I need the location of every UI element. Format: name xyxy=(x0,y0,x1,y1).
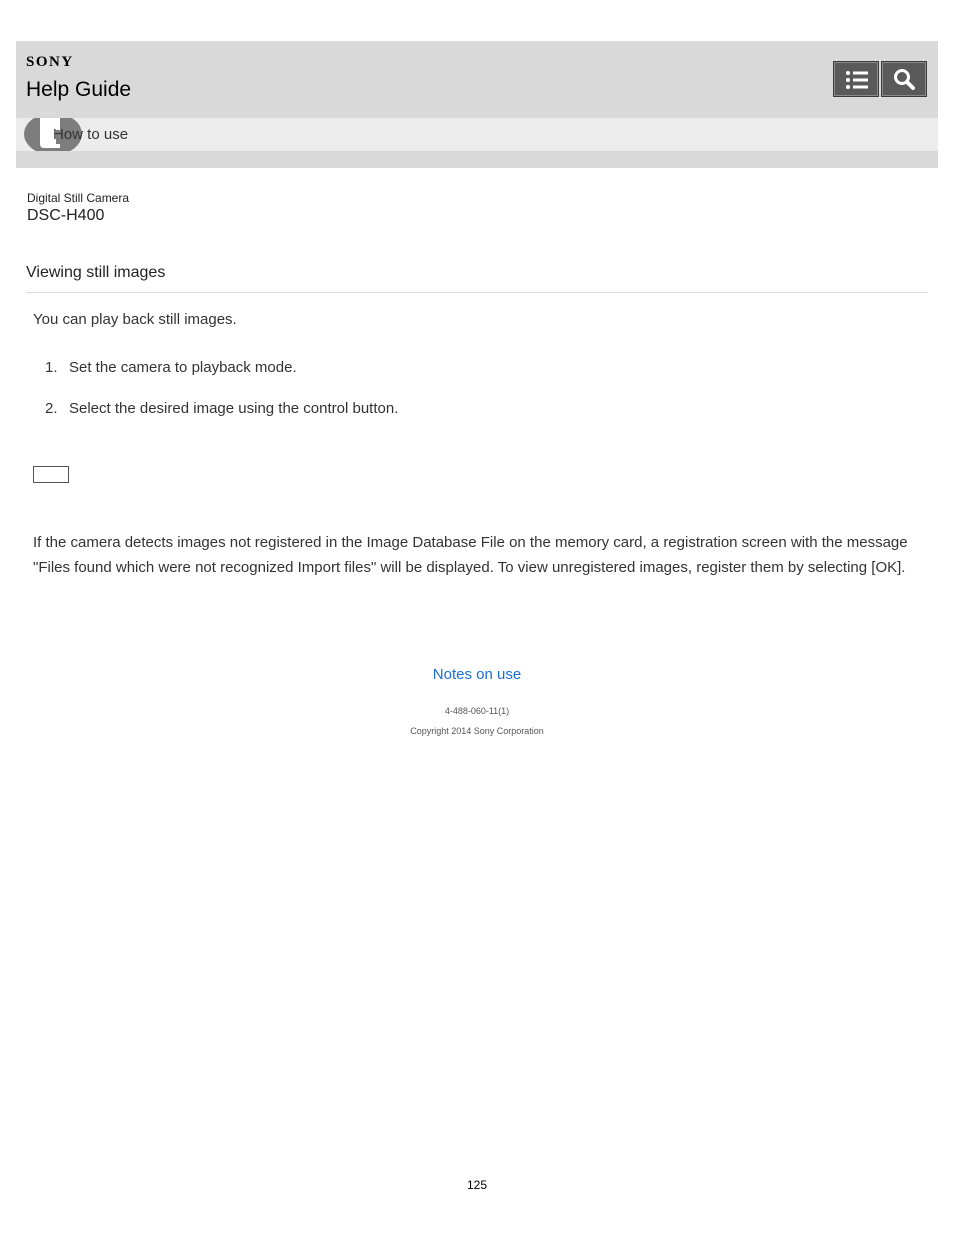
notes-on-use-link[interactable]: Notes on use xyxy=(432,666,522,683)
document-code: 4-488-060-11(1) xyxy=(444,706,510,716)
copyright-text: Copyright 2014 Sony Corporation xyxy=(410,726,544,736)
page-number: 125 xyxy=(466,1178,488,1192)
hint-text: If the camera detects images not registered in the Image Database File on the memory card, a registration screen with the message "Files found which were not recognized Import files" will be displayed. To view unregistered images, register them by selecting [OK]. xyxy=(33,534,908,576)
toc-button[interactable] xyxy=(833,61,879,97)
step-number: 2. xyxy=(45,400,58,417)
step-number: 1. xyxy=(45,359,58,376)
intro-text: You can play back still images. xyxy=(33,311,237,328)
product-category: Digital Still Camera xyxy=(27,191,130,205)
step-text: Set the camera to playback mode. xyxy=(69,359,297,376)
hint-label-box xyxy=(33,466,69,483)
list-icon xyxy=(834,62,880,98)
search-button[interactable] xyxy=(881,61,927,97)
step-text: Select the desired image using the control button. xyxy=(69,400,399,417)
page-title: Viewing still images xyxy=(26,264,166,281)
step-item xyxy=(33,359,398,400)
title-divider xyxy=(26,292,928,293)
help-guide-header xyxy=(16,41,938,168)
search-icon xyxy=(882,62,928,98)
section-label[interactable]: How to use xyxy=(53,126,129,143)
help-guide-title[interactable]: Help Guide xyxy=(26,78,132,101)
product-model: DSC-H400 xyxy=(27,207,105,224)
steps-list xyxy=(33,359,398,441)
section-bar xyxy=(16,118,938,151)
sony-logo[interactable]: SONY xyxy=(26,54,74,70)
step-item xyxy=(33,400,398,441)
